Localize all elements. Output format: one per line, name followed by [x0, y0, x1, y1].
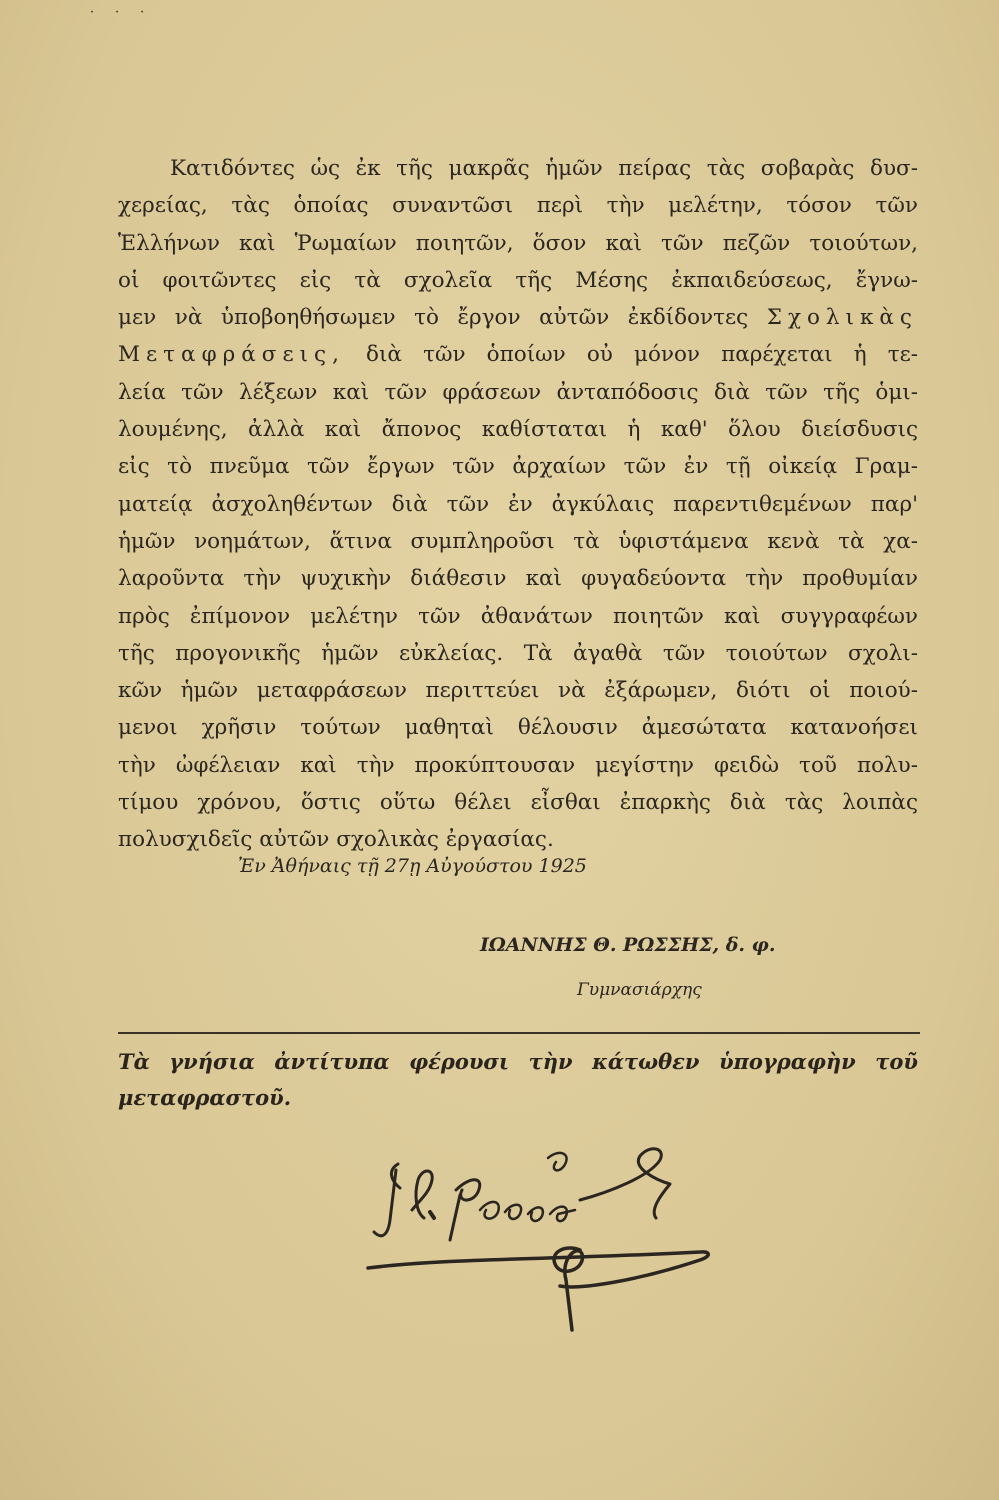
text-segment: διὰ τῶν ὁποίων οὐ μόνον παρέχεται ἡ τε-: [366, 342, 918, 368]
dateline: Ἐν Ἀθήναις τῇ 27ῃ Αὐγούστου 1925: [238, 855, 587, 877]
handwritten-signature: [360, 1140, 720, 1370]
text-segment: μεν νὰ ὑποβοηθήσωμεν τὸ ἔργον αὐτῶν ἐκδίδοντες: [118, 305, 749, 331]
text-line: πολυσχιδεῖς αὐτῶν σχολικὰς ἐργασίας.: [118, 827, 554, 853]
preface-text: [118, 150, 918, 859]
notice-line: μεταφραστοῦ.: [118, 1085, 292, 1110]
text-line: ματείᾳ ἀσχοληθέντων διὰ τῶν ἐν ἀγκύλαις παρεντιθεμένων παρ': [118, 491, 918, 517]
text-line: [118, 336, 918, 373]
text-line: κῶν ἡμῶν μεταφράσεων περιττεύει νὰ ἐξάρωμεν, διότι οἱ ποιού-: [118, 678, 918, 704]
text-line: [118, 299, 918, 336]
author-role: Γυμνασιάρχης: [577, 980, 702, 1000]
text-line: ἡμῶν νοημάτων, ἅτινα συμπληροῦσι τὰ ὑφιστάμενα κενὰ τὰ χα-: [118, 528, 918, 554]
text-line: οἱ φοιτῶντες εἰς τὰ σχολεῖα τῆς Μέσης ἐκπαιδεύσεως, ἔγνω-: [118, 267, 918, 293]
spaced-title-word: Σχολικὰς: [766, 305, 918, 331]
author-name: ΙΩΑΝΝΗΣ Θ. ΡΩΣΣΗΣ, δ. φ.: [480, 934, 776, 956]
signature-drawing: [360, 1140, 720, 1370]
notice-line: Τὰ γνήσια ἀντίτυπα φέρουσι τὴν κάτωθεν ὑπογραφὴν τοῦ: [118, 1049, 918, 1074]
text-line: εἰς τὸ πνεῦμα τῶν ἔργων τῶν ἀρχαίων τῶν ἐν τῇ οἰκείᾳ Γραμ-: [118, 454, 918, 480]
text-line: πρὸς ἐπίμονον μελέτην τῶν ἀθανάτων ποιητῶν καὶ συγγραφέων: [118, 603, 918, 629]
text-line: Κατιδόντες ὡς ἐκ τῆς μακρᾶς ἡμῶν πείρας τὰς σοβαρὰς δυσ-: [170, 156, 918, 181]
text-line: τὴν ὠφέλειαν καὶ τὴν προκύπτουσαν μεγίστην φειδὼ τοῦ πολυ-: [118, 752, 918, 778]
text-line: τίμου χρόνου, ὅστις οὕτω θέλει εἶσθαι ἐπαρκὴς διὰ τὰς λοιπὰς: [118, 790, 918, 816]
text-line: μενοι χρῆσιν τούτων μαθηταὶ θέλουσιν ἀμεσώτατα κατανοήσει: [118, 715, 918, 741]
divider: [118, 1032, 920, 1034]
text-line: λεία τῶν λέξεων καὶ τῶν φράσεων ἀνταπόδοσις διὰ τῶν τῆς ὁμι-: [118, 379, 918, 405]
corner-specks: ˙ ˙ ˙: [88, 8, 153, 27]
spaced-title-word: Μεταφράσεις,: [118, 342, 345, 368]
text-line: χερείας, τὰς ὁποίας συναντῶσι περὶ τὴν μελέτην, τόσον τῶν: [118, 193, 918, 219]
text-line: Ἑλλήνων καὶ Ῥωμαίων ποιητῶν, ὅσον καὶ τῶν πεζῶν τοιούτων,: [118, 230, 918, 256]
text-line: τῆς προγονικῆς ἡμῶν εὐκλείας. Τὰ ἀγαθὰ τῶν τοιούτων σχολι-: [118, 640, 918, 666]
text-line: λαροῦντα τὴν ψυχικὴν διάθεσιν καὶ φυγαδεύοντα τὴν προθυμίαν: [118, 566, 918, 592]
authenticity-notice: [118, 1044, 918, 1116]
text-line: λουμένης, ἀλλὰ καὶ ἄπονος καθίσταται ἡ καθ' ὅλου διείσδυσις: [118, 417, 918, 443]
